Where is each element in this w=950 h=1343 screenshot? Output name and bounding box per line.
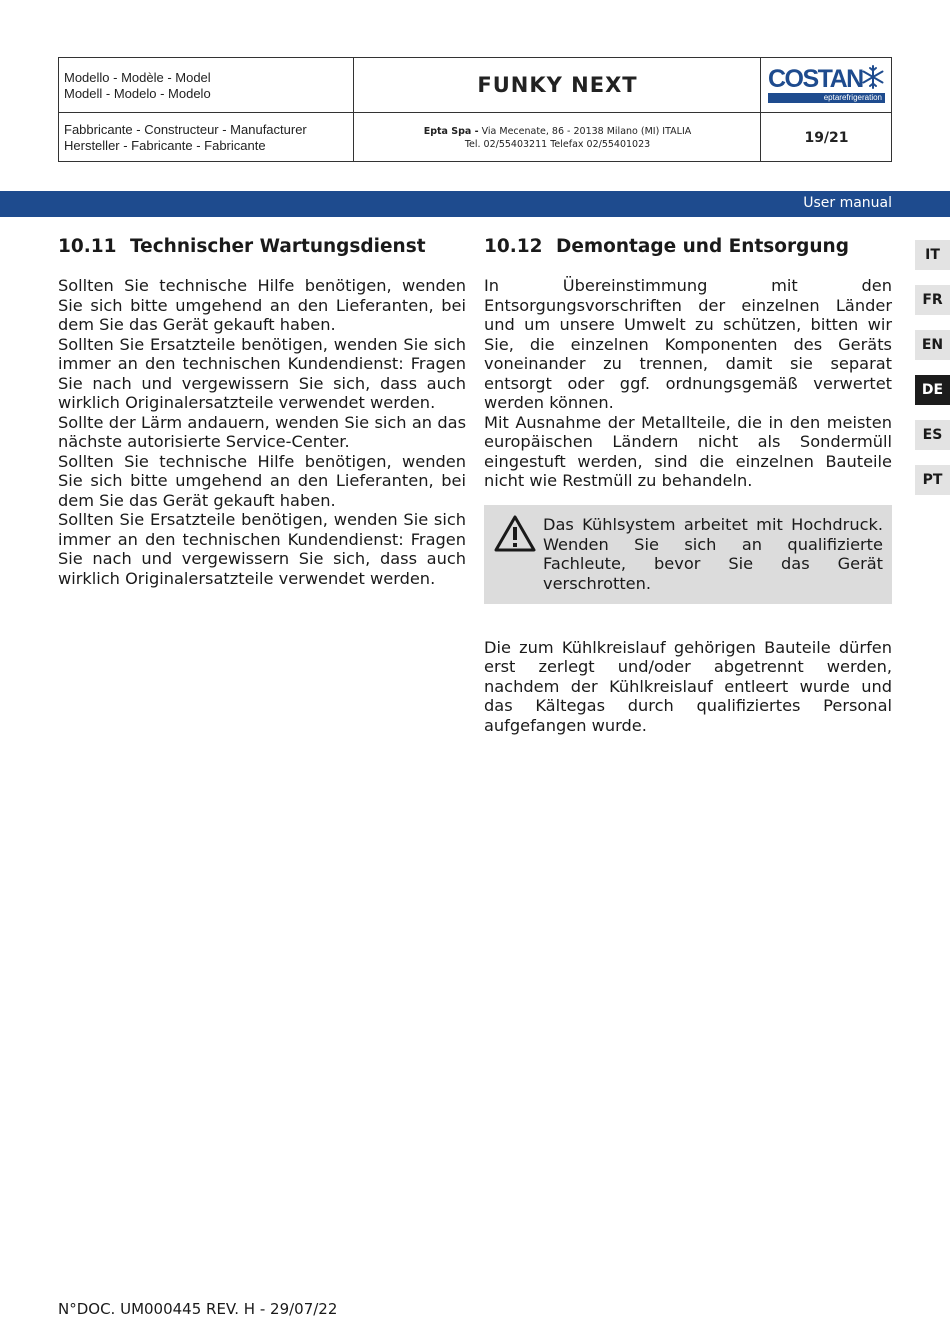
paragraph: Sollte der Lärm andauern, wenden Sie sich an das nächste autorisierte Service-Center. bbox=[58, 412, 466, 451]
paragraph: Mit Ausnahme der Metallteile, die in den meisten europäischen Ländern nicht als Sondermüll eingestuft werden, sind die einzelnen Bauteile nicht wie Restmüll zu behandeln. bbox=[484, 412, 892, 490]
manual-banner bbox=[0, 191, 950, 217]
paragraph: Sollten Sie technische Hilfe benötigen, wenden Sie sich bitte umgehend an den Lieferanten, bei dem Sie das Gerät gekauft haben. bbox=[58, 276, 466, 334]
lang-tab-fr[interactable]: FR bbox=[915, 285, 950, 315]
section-number: 10.11 bbox=[58, 236, 117, 257]
section-heading bbox=[58, 236, 466, 258]
model-label: Modello - Modèle - Model Modell - Modelo - Modelo bbox=[64, 70, 211, 101]
section-title-text: Demontage und Entsorgung bbox=[556, 236, 849, 257]
lang-tab-de[interactable]: DE bbox=[915, 375, 950, 405]
company-name: Epta Spa - bbox=[423, 125, 479, 137]
section-number: 10.12 bbox=[484, 236, 543, 257]
warning-triangle-icon bbox=[493, 514, 537, 554]
snowflake-icon bbox=[861, 65, 885, 89]
paragraph: Sollten Sie Ersatzteile benötigen, wenden Sie sich immer an den technischen Kundendienst: Fragen Sie nach und vergewissern Sie sich, dass auch wirklich Originalersatzteile verwendet werden. bbox=[58, 334, 466, 412]
section-technical-service bbox=[58, 236, 466, 588]
banner-label: User manual bbox=[803, 195, 892, 211]
document-header bbox=[58, 57, 892, 162]
logo-wordmark: COSTAN bbox=[768, 65, 863, 93]
page-number: 19/21 bbox=[804, 129, 849, 146]
section-disposal bbox=[484, 236, 892, 735]
lang-tab-it[interactable]: IT bbox=[915, 240, 950, 270]
paragraph: In Übereinstimmung mit den Entsorgungsvorschriften der einzelnen Länder und um unsere Umwelt zu schützen, bitten wir Sie, die einzelnen Komponenten des Geräts voneinander zu trennen, damit sie separat entsorgt oder ggf. ordnungsgemäß verwertet werden können. bbox=[484, 276, 892, 412]
manufacturer-label: Fabbricante - Constructeur - Manufacturer Hersteller - Fabricante - Fabricante bbox=[64, 122, 307, 153]
logo-subtitle: eptarefrigeration bbox=[768, 93, 885, 103]
section-heading bbox=[484, 236, 892, 258]
company-phone: Tel. 02/55403211 Telefax 02/55401023 bbox=[464, 138, 651, 150]
company-address: Via Mecenate, 86 - 20138 Milano (MI) ITALIA bbox=[478, 125, 692, 137]
document-reference: N°DOC. UM000445 REV. H - 29/07/22 bbox=[58, 1300, 338, 1318]
section-title-text: Technischer Wartungsdienst bbox=[130, 236, 426, 257]
lang-tab-en[interactable]: EN bbox=[915, 330, 950, 360]
lang-tab-es[interactable]: ES bbox=[915, 420, 950, 450]
paragraph: Sollten Sie technische Hilfe benötigen, wenden Sie sich bitte umgehend an den Lieferanten, bei dem Sie das Gerät gekauft haben. bbox=[58, 451, 466, 510]
product-title: FUNKY NEXT bbox=[477, 73, 638, 97]
warning-text: Das Kühlsystem arbeitet mit Hochdruck. Wenden Sie sich an qualifizierte Fachleute, bevor Sie das Gerät verschrotten. bbox=[543, 515, 883, 593]
warning-box bbox=[484, 505, 892, 604]
paragraph: Sollten Sie Ersatzteile benötigen, wenden Sie sich immer an den technischen Kundendienst: Fragen Sie nach und vergewissern Sie sich, dass auch wirklich Originalersatzteile verwendet werden. bbox=[58, 510, 466, 588]
manufacturer-address bbox=[354, 112, 761, 163]
lang-tab-pt[interactable]: PT bbox=[915, 465, 950, 495]
paragraph: Die zum Kühlkreislauf gehörigen Bauteile dürfen erst zerlegt und/oder abgetrennt werden, nachdem der Kühlkreislauf entleert wurde und das Kältegas durch qualifiziertes Personal aufgefangen wurde. bbox=[484, 637, 892, 735]
costan-logo bbox=[761, 58, 892, 112]
